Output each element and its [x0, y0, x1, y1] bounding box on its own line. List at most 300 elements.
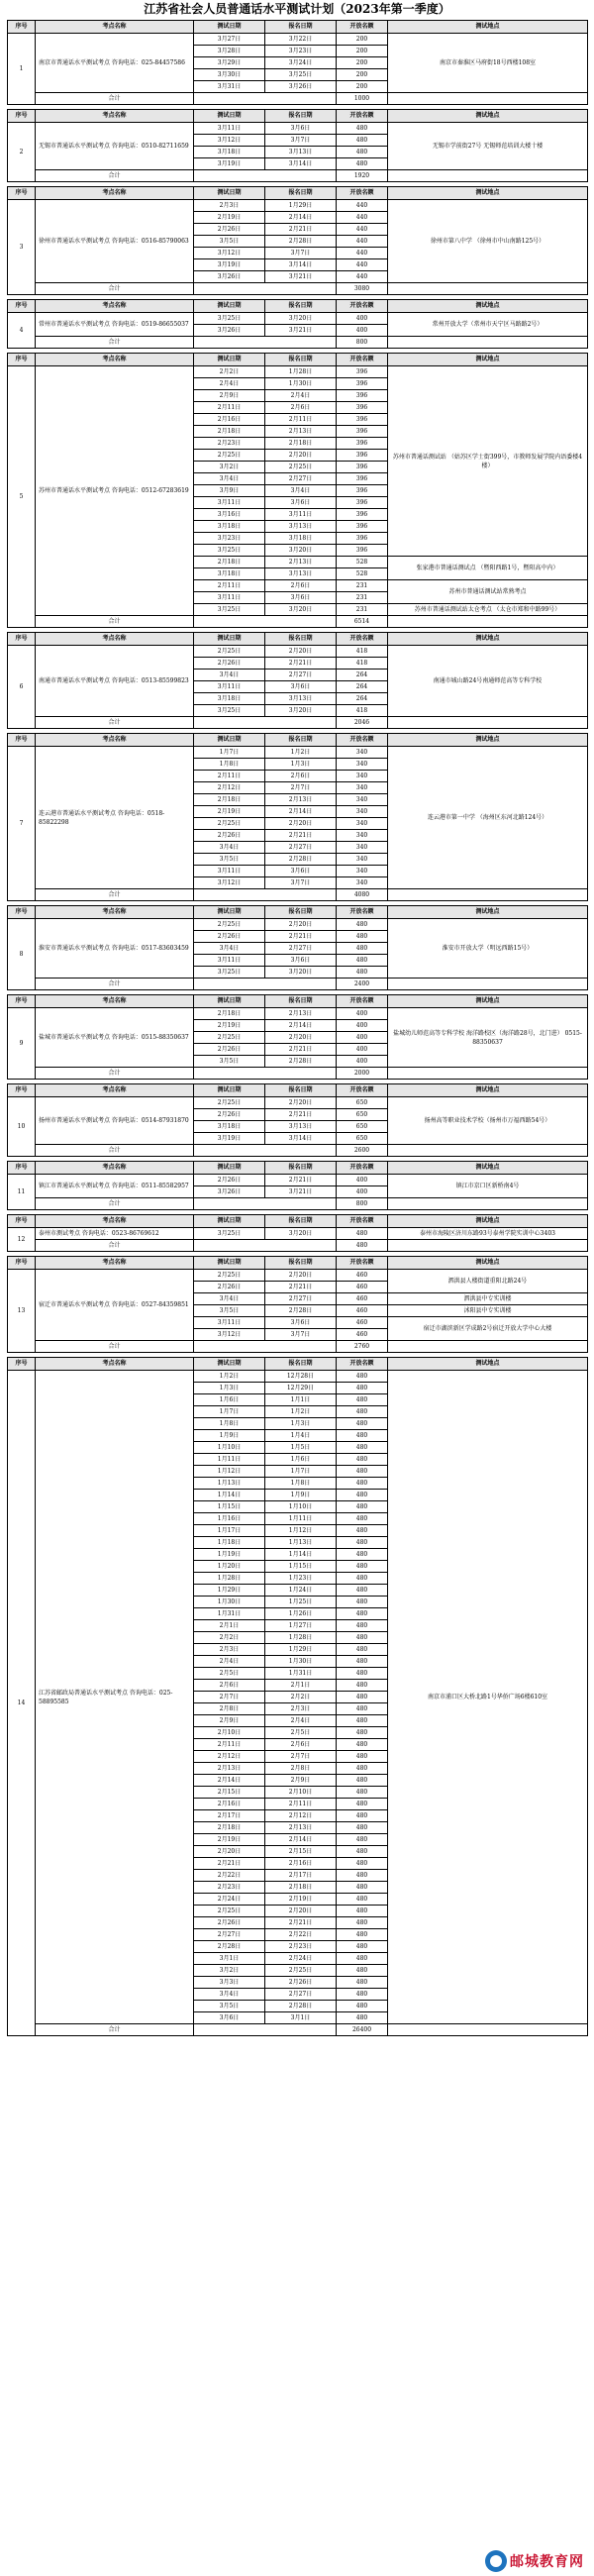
center-header: 考点名称: [36, 906, 194, 919]
test-date-cell: 2月19日: [194, 212, 265, 224]
quota-cell: 340: [337, 866, 388, 877]
reg-date-cell: 3月20日: [265, 705, 337, 717]
reg-date-cell: 1月1日: [265, 1394, 337, 1406]
quota-header: 开放名额: [337, 1358, 388, 1371]
test-date-cell: 3月12日: [194, 877, 265, 889]
reg-date-cell: 2月14日: [265, 1834, 337, 1846]
location-cell: 南京市浦口区大桥北路1号华侨广场6楼610室: [388, 1371, 588, 2024]
reg-date-cell: 3月13日: [265, 568, 337, 580]
test-date-cell: 3月16日: [194, 509, 265, 521]
quota-cell: 480: [337, 1727, 388, 1739]
test-date-cell: 3月26日: [194, 325, 265, 337]
quota-cell: 440: [337, 236, 388, 248]
quota-cell: 480: [337, 1763, 388, 1775]
header-row: [8, 300, 588, 313]
reg-date-cell: 1月9日: [265, 1490, 337, 1501]
test-date-header: 测试日期: [194, 1162, 265, 1175]
seq-cell: 8: [8, 919, 36, 990]
location-cell: 苏州市普通话测试站太仓考点 （太仓市郑和中路99号）: [388, 604, 588, 616]
test-date-cell: 3月2日: [194, 1965, 265, 1977]
quota-cell: 480: [337, 1418, 388, 1430]
total-row: [8, 1068, 588, 1080]
seq-cell: 3: [8, 200, 36, 295]
total-label: 合计: [36, 337, 194, 349]
reg-date-cell: 2月8日: [265, 1763, 337, 1775]
reg-date-cell: 2月20日: [265, 1032, 337, 1044]
center-header: 考点名称: [36, 1358, 194, 1371]
quota-cell: 264: [337, 681, 388, 693]
reg-date-cell: 2月12日: [265, 1810, 337, 1822]
quota-cell: 480: [337, 1941, 388, 1953]
reg-date-header: 报名日期: [265, 354, 337, 366]
quota-cell: 480: [337, 1834, 388, 1846]
quota-cell: 480: [337, 1882, 388, 1894]
test-date-cell: 2月25日: [194, 1270, 265, 1282]
quota-cell: 480: [337, 1597, 388, 1608]
test-date-cell: 2月24日: [194, 1894, 265, 1906]
test-date-cell: 3月18日: [194, 693, 265, 705]
quota-cell: 396: [337, 521, 388, 533]
test-date-cell: 1月2日: [194, 1371, 265, 1383]
quota-cell: 480: [337, 1442, 388, 1454]
quota-cell: 650: [337, 1121, 388, 1133]
center-cell: 连云港市普通话水平测试考点 咨询电话：0518-85822298: [36, 747, 194, 889]
test-date-header: 测试日期: [194, 21, 265, 34]
reg-date-cell: 2月13日: [265, 426, 337, 438]
test-date-cell: 3月5日: [194, 2001, 265, 2012]
watermark-text: 邮城教育网: [510, 2554, 584, 2570]
reg-date-cell: 3月21日: [265, 1186, 337, 1198]
section-table: [7, 905, 588, 990]
test-date-cell: 1月29日: [194, 1585, 265, 1597]
quota-cell: 396: [337, 462, 388, 473]
location-header: 测试地点: [388, 906, 588, 919]
quota-cell: 396: [337, 402, 388, 414]
quota-cell: 264: [337, 670, 388, 681]
total-label: 合计: [36, 2024, 194, 2036]
center-cell: 盐城市普通话水平测试考点 咨询电话：0515-88350637: [36, 1008, 194, 1068]
reg-date-cell: 3月20日: [265, 604, 337, 616]
quota-cell: 340: [337, 830, 388, 842]
reg-date-cell: 3月11日: [265, 509, 337, 521]
table-row: [8, 34, 588, 46]
quota-cell: 480: [337, 1870, 388, 1882]
seq-cell: 4: [8, 313, 36, 349]
test-date-cell: 1月9日: [194, 1430, 265, 1442]
quota-header: 开放名额: [337, 110, 388, 123]
reg-date-cell: 3月20日: [265, 967, 337, 979]
quota-cell: 440: [337, 271, 388, 283]
quota-cell: 480: [337, 1501, 388, 1513]
location-cell: 沭阳县中专实训楼: [388, 1305, 588, 1317]
reg-date-cell: 2月25日: [265, 462, 337, 473]
quota-cell: 480: [337, 1430, 388, 1442]
quota-cell: 480: [337, 1608, 388, 1620]
quota-cell: 480: [337, 1692, 388, 1703]
test-date-header: 测试日期: [194, 354, 265, 366]
test-date-cell: 2月16日: [194, 414, 265, 426]
reg-date-cell: 2月28日: [265, 1305, 337, 1317]
header-row: [8, 1162, 588, 1175]
test-date-cell: 2月16日: [194, 1799, 265, 1810]
reg-date-cell: 2月24日: [265, 1953, 337, 1965]
table-row: [8, 123, 588, 135]
table-row: [8, 1270, 588, 1282]
test-date-cell: 1月15日: [194, 1501, 265, 1513]
quota-cell: 200: [337, 46, 388, 57]
center-header: 考点名称: [36, 187, 194, 200]
quota-cell: 200: [337, 81, 388, 93]
test-date-header: 测试日期: [194, 1257, 265, 1270]
test-date-cell: 2月10日: [194, 1727, 265, 1739]
reg-date-cell: 3月7日: [265, 248, 337, 259]
seq-cell: 9: [8, 1008, 36, 1080]
reg-date-cell: 2月28日: [265, 236, 337, 248]
test-date-cell: 3月28日: [194, 46, 265, 57]
quota-cell: 480: [337, 1846, 388, 1858]
test-date-cell: 2月19日: [194, 806, 265, 818]
quota-cell: 480: [337, 1656, 388, 1668]
section-table: [7, 299, 588, 349]
quota-cell: 480: [337, 1703, 388, 1715]
test-date-cell: 3月18日: [194, 521, 265, 533]
reg-date-cell: 1月31日: [265, 1668, 337, 1680]
total-label: 合计: [36, 1068, 194, 1080]
reg-date-cell: 2月15日: [265, 1846, 337, 1858]
test-date-cell: 3月11日: [194, 866, 265, 877]
test-date-cell: 1月10日: [194, 1442, 265, 1454]
test-date-cell: 2月3日: [194, 1644, 265, 1656]
test-date-cell: 1月8日: [194, 759, 265, 771]
quota-cell: 480: [337, 1454, 388, 1466]
reg-date-cell: 3月14日: [265, 1133, 337, 1145]
reg-date-cell: 1月28日: [265, 366, 337, 378]
quota-header: 开放名额: [337, 21, 388, 34]
quota-cell: 480: [337, 1490, 388, 1501]
test-date-cell: 3月12日: [194, 135, 265, 147]
seq-header: 序号: [8, 110, 36, 123]
total-label: 合计: [36, 93, 194, 105]
reg-date-cell: 2月21日: [265, 830, 337, 842]
location-header: 测试地点: [388, 187, 588, 200]
test-date-cell: 3月12日: [194, 1329, 265, 1341]
reg-date-header: 报名日期: [265, 110, 337, 123]
test-date-header: 测试日期: [194, 1215, 265, 1228]
table-row: [8, 919, 588, 931]
reg-date-cell: 2月21日: [265, 931, 337, 943]
header-row: [8, 1084, 588, 1097]
total-label: 合计: [36, 979, 194, 990]
quota-cell: 480: [337, 135, 388, 147]
quota-cell: 340: [337, 759, 388, 771]
section-table: [7, 1214, 588, 1252]
location-cell: 徐州市第八中学 （徐州市中山南路125号）: [388, 200, 588, 283]
test-date-cell: 2月21日: [194, 1858, 265, 1870]
test-date-cell: 2月4日: [194, 1656, 265, 1668]
reg-date-cell: 2月23日: [265, 1941, 337, 1953]
reg-date-cell: 2月6日: [265, 580, 337, 592]
test-date-cell: 2月3日: [194, 200, 265, 212]
test-date-cell: 2月13日: [194, 1763, 265, 1775]
quota-cell: 480: [337, 147, 388, 158]
test-date-cell: 3月25日: [194, 705, 265, 717]
reg-date-cell: 2月17日: [265, 1870, 337, 1882]
quota-cell: 396: [337, 509, 388, 521]
location-cell: 淮安市开放大学（明远西路15号）: [388, 919, 588, 979]
reg-date-cell: 2月13日: [265, 794, 337, 806]
quota-cell: 418: [337, 658, 388, 670]
quota-cell: 480: [337, 955, 388, 967]
table-row: [8, 1175, 588, 1186]
test-date-header: 测试日期: [194, 187, 265, 200]
quota-cell: 480: [337, 1394, 388, 1406]
test-date-cell: 2月23日: [194, 1882, 265, 1894]
reg-date-header: 报名日期: [265, 1215, 337, 1228]
section-table: [7, 20, 588, 105]
total-row: [8, 979, 588, 990]
reg-date-cell: 3月22日: [265, 34, 337, 46]
quota-header: 开放名额: [337, 906, 388, 919]
quota-cell: 400: [337, 1032, 388, 1044]
test-date-cell: 3月26日: [194, 1186, 265, 1198]
seq-header: 序号: [8, 995, 36, 1008]
reg-date-cell: 1月23日: [265, 1573, 337, 1585]
reg-date-cell: 2月21日: [265, 1917, 337, 1929]
test-date-cell: 3月4日: [194, 943, 265, 955]
quota-cell: 396: [337, 485, 388, 497]
reg-date-cell: 2月22日: [265, 1929, 337, 1941]
test-date-cell: 2月20日: [194, 1846, 265, 1858]
test-date-cell: 2月2日: [194, 1632, 265, 1644]
quota-cell: 400: [337, 1020, 388, 1032]
total-label: 合计: [36, 1240, 194, 1252]
seq-cell: 13: [8, 1270, 36, 1353]
seq-cell: 5: [8, 366, 36, 628]
location-cell: 连云港市第一中学 （海州区东河北路124号）: [388, 747, 588, 889]
test-date-cell: 3月11日: [194, 955, 265, 967]
reg-date-cell: 3月20日: [265, 313, 337, 325]
reg-date-cell: 1月6日: [265, 1454, 337, 1466]
reg-date-cell: 1月15日: [265, 1561, 337, 1573]
reg-date-cell: 2月11日: [265, 1799, 337, 1810]
quota-cell: 480: [337, 1549, 388, 1561]
location-cell: 苏州市普通话测试站常熟考点: [388, 580, 588, 604]
test-date-cell: 3月4日: [194, 1293, 265, 1305]
center-header: 考点名称: [36, 354, 194, 366]
test-date-cell: 1月13日: [194, 1478, 265, 1490]
quota-cell: 480: [337, 2012, 388, 2024]
reg-date-cell: 2月4日: [265, 1715, 337, 1727]
table-row: [8, 313, 588, 325]
quota-cell: 480: [337, 1406, 388, 1418]
total-row: [8, 337, 588, 349]
location-header: 测试地点: [388, 21, 588, 34]
reg-date-cell: 2月21日: [265, 1175, 337, 1186]
test-date-cell: 3月9日: [194, 485, 265, 497]
quota-cell: 480: [337, 1929, 388, 1941]
reg-date-cell: 2月27日: [265, 473, 337, 485]
test-date-header: 测试日期: [194, 734, 265, 747]
test-date-cell: 1月31日: [194, 1608, 265, 1620]
quota-cell: 340: [337, 806, 388, 818]
center-cell: 扬州市普通话水平测试考点 咨询电话：0514-87931870: [36, 1097, 194, 1145]
quota-header: 开放名额: [337, 187, 388, 200]
reg-date-cell: 12月29日: [265, 1383, 337, 1394]
reg-date-cell: 2月21日: [265, 1282, 337, 1293]
test-date-cell: 3月5日: [194, 236, 265, 248]
seq-header: 序号: [8, 633, 36, 646]
section-table: [7, 1083, 588, 1157]
reg-date-cell: 1月11日: [265, 1513, 337, 1525]
total-label: 合计: [36, 1145, 194, 1157]
test-date-cell: 2月7日: [194, 1692, 265, 1703]
test-date-cell: 2月9日: [194, 1715, 265, 1727]
test-date-cell: 2月25日: [194, 1906, 265, 1917]
test-date-cell: 1月7日: [194, 1406, 265, 1418]
test-date-cell: 3月26日: [194, 271, 265, 283]
test-date-cell: 3月19日: [194, 1133, 265, 1145]
header-row: [8, 21, 588, 34]
total-value: 2046: [337, 717, 388, 729]
reg-date-cell: 3月25日: [265, 69, 337, 81]
test-date-cell: 2月8日: [194, 1703, 265, 1715]
quota-header: 开放名额: [337, 1084, 388, 1097]
test-date-cell: 2月11日: [194, 1739, 265, 1751]
quota-cell: 340: [337, 747, 388, 759]
reg-date-cell: 2月27日: [265, 842, 337, 854]
seq-header: 序号: [8, 1215, 36, 1228]
quota-cell: 340: [337, 877, 388, 889]
test-date-header: 测试日期: [194, 300, 265, 313]
table-row: [8, 1097, 588, 1109]
quota-cell: 400: [337, 313, 388, 325]
reg-date-cell: 2月14日: [265, 1020, 337, 1032]
center-header: 考点名称: [36, 1257, 194, 1270]
reg-date-cell: 2月18日: [265, 438, 337, 450]
reg-date-header: 报名日期: [265, 633, 337, 646]
reg-date-cell: 2月13日: [265, 557, 337, 568]
quota-cell: 480: [337, 1953, 388, 1965]
reg-date-cell: 2月14日: [265, 806, 337, 818]
reg-date-cell: 1月2日: [265, 1406, 337, 1418]
reg-date-cell: 2月14日: [265, 212, 337, 224]
location-header: 测试地点: [388, 1162, 588, 1175]
total-row: [8, 1341, 588, 1353]
reg-date-cell: 3月20日: [265, 545, 337, 557]
quota-header: 开放名额: [337, 633, 388, 646]
reg-date-cell: 2月20日: [265, 919, 337, 931]
test-date-cell: 2月17日: [194, 1810, 265, 1822]
reg-date-cell: 2月20日: [265, 1097, 337, 1109]
location-header: 测试地点: [388, 354, 588, 366]
reg-date-cell: 1月3日: [265, 1418, 337, 1430]
reg-date-cell: 3月21日: [265, 271, 337, 283]
reg-date-cell: 2月26日: [265, 1977, 337, 1989]
test-date-cell: 2月23日: [194, 438, 265, 450]
reg-date-cell: 2月20日: [265, 1270, 337, 1282]
table-row: [8, 1371, 588, 1383]
center-cell: 无锡市普通话水平测试考点 咨询电话：0510-82711659: [36, 123, 194, 170]
header-row: [8, 1358, 588, 1371]
section-table: [7, 733, 588, 901]
quota-cell: 480: [337, 1894, 388, 1906]
test-date-cell: 3月23日: [194, 533, 265, 545]
reg-date-cell: 2月4日: [265, 390, 337, 402]
quota-cell: 396: [337, 473, 388, 485]
test-date-cell: 3月31日: [194, 81, 265, 93]
test-date-cell: 2月22日: [194, 1870, 265, 1882]
total-label: 合计: [36, 1198, 194, 1210]
reg-date-cell: 2月25日: [265, 1965, 337, 1977]
quota-cell: 200: [337, 34, 388, 46]
reg-date-header: 报名日期: [265, 187, 337, 200]
quota-cell: 480: [337, 919, 388, 931]
reg-date-cell: 2月21日: [265, 658, 337, 670]
test-date-cell: 3月4日: [194, 1989, 265, 2001]
quota-cell: 480: [337, 1906, 388, 1917]
center-cell: 淮安市普通话水平测试考点 咨询电话：0517-83603459: [36, 919, 194, 979]
test-date-cell: 2月5日: [194, 1668, 265, 1680]
quota-header: 开放名额: [337, 1162, 388, 1175]
reg-date-cell: 2月7日: [265, 1751, 337, 1763]
seq-header: 序号: [8, 1358, 36, 1371]
test-date-cell: 3月27日: [194, 34, 265, 46]
test-date-cell: 2月25日: [194, 1097, 265, 1109]
section-table: [7, 1357, 588, 2036]
test-date-cell: 2月12日: [194, 1751, 265, 1763]
quota-cell: 440: [337, 224, 388, 236]
total-label: 合计: [36, 283, 194, 295]
location-cell: 张家港市普通话测试点 （暨阳西路1号，暨阳高中内）: [388, 557, 588, 580]
reg-date-cell: 2月20日: [265, 1906, 337, 1917]
quota-cell: 340: [337, 854, 388, 866]
quota-header: 开放名额: [337, 734, 388, 747]
reg-date-cell: 1月7日: [265, 1466, 337, 1478]
test-date-cell: 2月18日: [194, 1822, 265, 1834]
test-date-cell: 3月11日: [194, 592, 265, 604]
test-date-cell: 2月19日: [194, 1020, 265, 1032]
reg-date-cell: 2月20日: [265, 450, 337, 462]
table-row: [8, 200, 588, 212]
reg-date-cell: 3月7日: [265, 1329, 337, 1341]
reg-date-header: 报名日期: [265, 1257, 337, 1270]
quota-cell: 480: [337, 1513, 388, 1525]
quota-cell: 480: [337, 1775, 388, 1787]
test-date-cell: 2月26日: [194, 658, 265, 670]
test-date-cell: 2月9日: [194, 390, 265, 402]
test-date-cell: 2月26日: [194, 830, 265, 842]
seq-cell: 6: [8, 646, 36, 729]
quota-cell: 480: [337, 1965, 388, 1977]
reg-date-cell: 2月13日: [265, 1008, 337, 1020]
location-cell: 镇江市京口区新桥南4号: [388, 1175, 588, 1198]
location-cell: 泰州市海陵区济川东路93号泰州学院实训中心3403: [388, 1228, 588, 1240]
header-row: [8, 1215, 588, 1228]
seq-cell: 2: [8, 123, 36, 182]
test-date-cell: 3月1日: [194, 1953, 265, 1965]
location-cell: 泗洪县人楼街道重阳北路24号: [388, 1270, 588, 1293]
quota-cell: 400: [337, 1056, 388, 1068]
seq-header: 序号: [8, 300, 36, 313]
quota-cell: 480: [337, 1632, 388, 1644]
seq-header: 序号: [8, 1084, 36, 1097]
total-row: [8, 2024, 588, 2036]
total-row: [8, 1145, 588, 1157]
location-header: 测试地点: [388, 300, 588, 313]
quota-cell: 396: [337, 378, 388, 390]
reg-date-cell: 1月8日: [265, 1478, 337, 1490]
reg-date-cell: 3月13日: [265, 1121, 337, 1133]
